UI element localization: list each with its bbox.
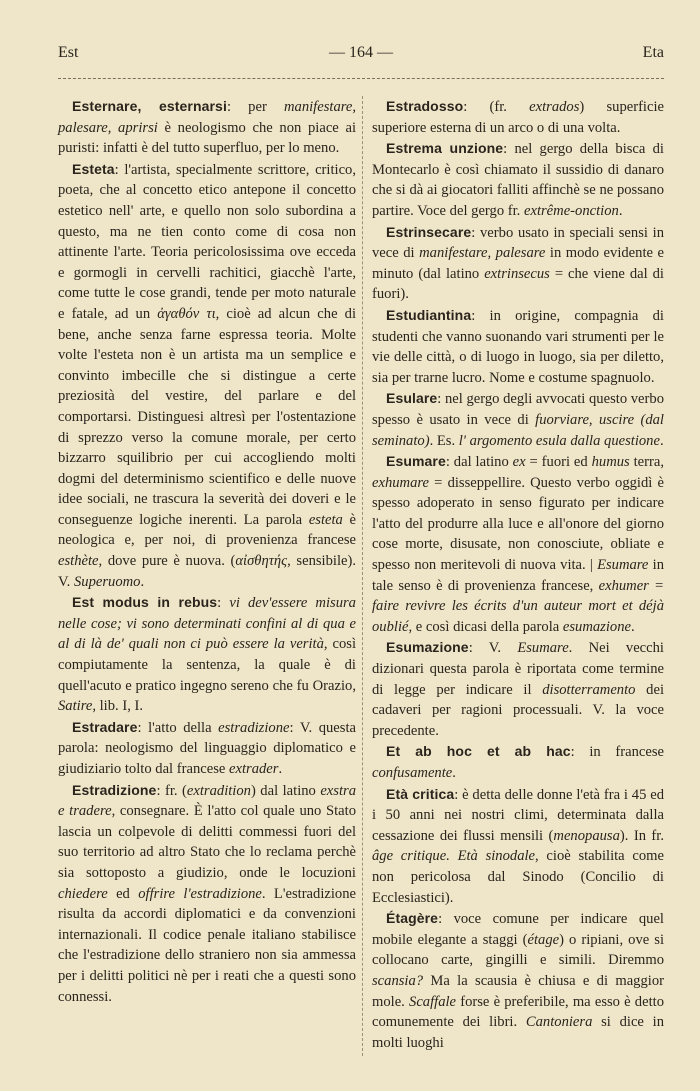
entry-italic-text: Superuomo [73,573,141,590]
entry-headword: Estrinsecare [386,223,472,240]
entry-headword: Et ab hoc et ab hac [386,743,571,760]
entry-italic-text: Satire [58,698,93,715]
entry-italic-text: l' argomento esula dalla questione [458,432,660,449]
entry-text: . [452,765,456,781]
entry-italic-text: confusamente [372,765,453,781]
entry-text: in modo evidente e minuto (dal latino [372,245,664,282]
entry-text: ) dal latino [250,782,321,799]
dictionary-entry [58,780,356,1008]
entry-italic-text: extradition [186,782,251,799]
entry-italic-text: chiedere [58,885,108,902]
entry-text: ) o ripiani, ove si collocano carte, gingilli e simili. Diremmo [372,931,664,969]
entry-headword: Étagère [386,910,439,927]
entry-text: . [659,432,664,449]
entry-headword: Est modus in rebus [72,594,218,611]
entry-headword: Estradare [72,718,138,735]
entry-text: ) superficie superiore esterna di un arco o di una volta. [372,99,665,136]
entry-italic-text: Cantoniera [525,1014,593,1031]
entry-text: si dice in molti luoghi [372,1014,664,1051]
entry-italic-text: exhumare [372,474,429,491]
entry-text: = fuori ed [525,454,592,471]
entry-text: Ma la scausia è chiusa e di maggior mole. [372,972,664,1010]
entry-italic-text: exstra e tradere [58,782,356,820]
entry-italic-text: extrême-onction [523,202,619,219]
entry-text: ed [107,885,139,902]
entry-text: = che viene dal di fuori). [372,265,664,303]
entry-italic-text: extrader [229,761,279,777]
entry-text: : l'atto della [137,719,219,736]
entry-headword: Esulare [386,390,438,407]
entry-text: . L'estradizione risulta da accordi diplomatici e da convenzioni internazionali. Il codice penale italiano stabilisce che l'estradizione dello straniero non sia ammessa per i delitti politici nè per i reati che a questi sono connessi. [58,885,356,1005]
entry-text: dei cadaveri per ragioni processuali. V. la voce precedente. [372,681,665,739]
entry-text: . [278,761,283,777]
entry-text: , cioè stabilita come non pericolosa dal Sinodo (Concilio di Ecclesiastici). [372,848,664,906]
entry-text: : V. [468,640,518,657]
entry-text: è neologica e, per noi, di provenienza francese [58,511,356,549]
header-rule [58,78,664,79]
dictionary-entry [58,592,356,717]
dictionary-entry [58,96,356,159]
entry-text: : verbo usato in speciali sensi in vece di [372,224,664,262]
entry-italic-text: ἀγαθόν τι, [157,305,220,322]
entry-italic-text: scansia? [372,972,424,989]
page-header [58,44,664,68]
entry-headword: Età critica [386,785,455,802]
entry-italic-text: estradizione [218,719,290,736]
entry-italic-text: manifestare, palesare [419,245,546,262]
entry-italic-text: étage [527,931,560,948]
right-column [372,96,664,1053]
entry-text: . [630,618,635,635]
entry-text: , consegnare. È l'atto col quale uno Stato lascia un colpevole di delitti commessi fuori del suo territorio ad altro Stato che lo reclama perchè sia sottoposto a giudizio, onde le locuzioni [58,803,357,881]
dictionary-entry [372,908,664,1053]
dictionary-entry [372,451,664,637]
page-number: — 164 — [329,44,393,61]
entry-headword: Estudiantina [386,306,472,323]
entry-italic-text: disotterramento [542,681,636,698]
entry-italic-text: esumazione [562,618,631,635]
entry-text: : V. questa parola: neologismo del linguaggio diplomatico e giudiziario tolto dal francese [58,719,356,777]
entry-headword: Estrema unzione [386,140,504,157]
entry-headword: Esteta [72,160,115,177]
entry-text: : nel gergo della bisca di Montecarlo è così chiamato il sussidio di danaro che si dà ai giocatori falliti affinchè se ne possano partire. Voce del gergo fr. [372,141,664,219]
entry-italic-text: Scaffale [409,993,457,1010]
entry-text: : per [226,99,284,115]
entry-italic-text: fuorviare, uscire (dal seminato) [372,411,664,449]
entry-text: forse è preferibile, ma esso è detto comunemente dei libri. [372,993,664,1031]
entry-text: , sensibile). V. [58,553,356,590]
dictionary-entry [372,388,664,451]
dictionary-entry [58,717,356,780]
dictionary-entry [372,305,664,388]
entry-text: : voce comune per indicare quel mobile elegante a staggi ( [372,911,664,948]
entry-headword: Esumazione [386,639,469,656]
entry-text: = disseppellire. Questo verbo oggidì è spesso adoperato in senso figurato per indicare l'atto del produrre alla luce e all'onore del giorno cose morte, disusate, non conosciute, obliate e spesso non meritevoli di nuova vita. | [372,474,664,574]
entry-text: : nel gergo degli avvocati questo verbo spesso è usato in vece di [372,391,664,428]
entry-text: in tale senso è di provenienza francese, [372,557,664,594]
entry-italic-text: extrados [529,99,580,115]
dictionary-entry [372,222,664,305]
entry-text: è neologismo che non piace ai puristi: infatti è del tutto superfluo, per lo meno. [58,119,356,157]
entry-italic-text: esteta [308,511,343,528]
entry-text: . [140,573,145,590]
entry-text: : (fr. [463,99,530,115]
entry-headword: Esumare [386,453,446,470]
entry-headword: Estradosso [386,98,464,114]
entry-italic-text: manifestare, palesare, aprirsi [58,99,356,136]
entry-text: , lib. I, I. [92,698,143,715]
entry-italic-text: ex [512,454,526,471]
entry-italic-text: αἰσθητής [235,553,288,570]
entry-italic-text: offrire l'estradizione [138,885,262,902]
entry-italic-text: âge critique. Età sinodale [372,848,536,865]
entry-text: . Es. [429,432,459,449]
entry-italic-text: menopausa [553,827,620,844]
entry-italic-text: Esumare [597,557,649,574]
entry-italic-text: esthète [58,553,99,570]
entry-text: , così compiutamente la sentenza, la quale è di quell'acuto e pratico ingegno sereno che fu Orazio, [58,636,356,694]
entry-text: . Nei vecchi dizionari questa parola è riportata come termine di legge per indicare il [372,640,664,698]
entry-italic-text: humus [591,454,630,471]
entry-text: , e così dicasi della parola [408,618,563,635]
dictionary-entry [372,96,664,138]
entry-italic-text: vi dev'essere misura nelle cose; vi sono determinati confini al di qua e al di là de' quali non ci può essere la verità [58,595,356,653]
entry-text: : in origine, compagnia di studenti che vanno suonando vari strumenti per le vie delle città, o di luogo in luogo, sia per diletto, sia per trarne lucro. Nome e costume spagnuolo. [372,307,664,386]
dictionary-entry [372,741,664,783]
header-left-guideword: Est [58,44,79,61]
entry-text: : dal latino [445,454,513,471]
dictionary-entry [372,637,664,741]
entry-italic-text: exhumer = faire revivre les écrits d'un auteur mort et déjà oublié [372,577,664,635]
entry-text: . [618,202,623,219]
dictionary-entry [372,138,664,221]
dictionary-entry [372,784,664,909]
entry-text: : [217,595,230,612]
entry-text: : l'artista, specialmente scrittore, critico, poeta, che al concetto etico antepone il concetto estetico nell' arte, e quello non solo subordina a questo, ma ne tien conto come di cosa non attinente l'arte. Teoria pericolosissima ove ecceda e gormogli in cervelli rachitici, giacchè l'arte, come tutte le cose grandi, tende per moto naturale e fatale, ad un [58,161,356,322]
entry-text: ). In fr. [619,827,664,844]
header-right-guideword: Eta [642,44,664,61]
entry-text: terra, [629,454,664,471]
left-column [58,96,356,1007]
entry-text: : fr. ( [156,782,187,799]
entry-headword: Esternare, esternarsi [72,98,227,114]
column-divider [362,96,363,1056]
entry-italic-text: extrinsecus [484,265,550,282]
entry-text: , dove pure è nuova. ( [98,553,236,570]
entry-italic-text: Esumare [517,640,569,657]
entry-text: : è detta delle donne l'età fra i 45 ed i 50 anni nei nostri climi, determinata dalla cessazione dei flussi mensili ( [372,786,664,844]
entry-headword: Estradizione [72,781,157,798]
entry-text: cioè ad alcun che di bene, anche senza farne espressa teoria. Molte volte l'esteta non è un artista ma un semplice e convinto imbecille che si distingue a certe preziosità del vestire, del parlare e del comportarsi. Distinguesi altresì per l'ostentazione di sprezzo verso la comune morale, per certo bizzarro squilibrio per cui accogliendo molti dogmi del determinismo scientifico e delle nuove idee sociali, ne trascura la severità dei doveri e le conseguenze logiche inerenti. La parola [58,305,356,528]
dictionary-entry [58,159,356,592]
entry-text: : in francese [570,744,664,761]
